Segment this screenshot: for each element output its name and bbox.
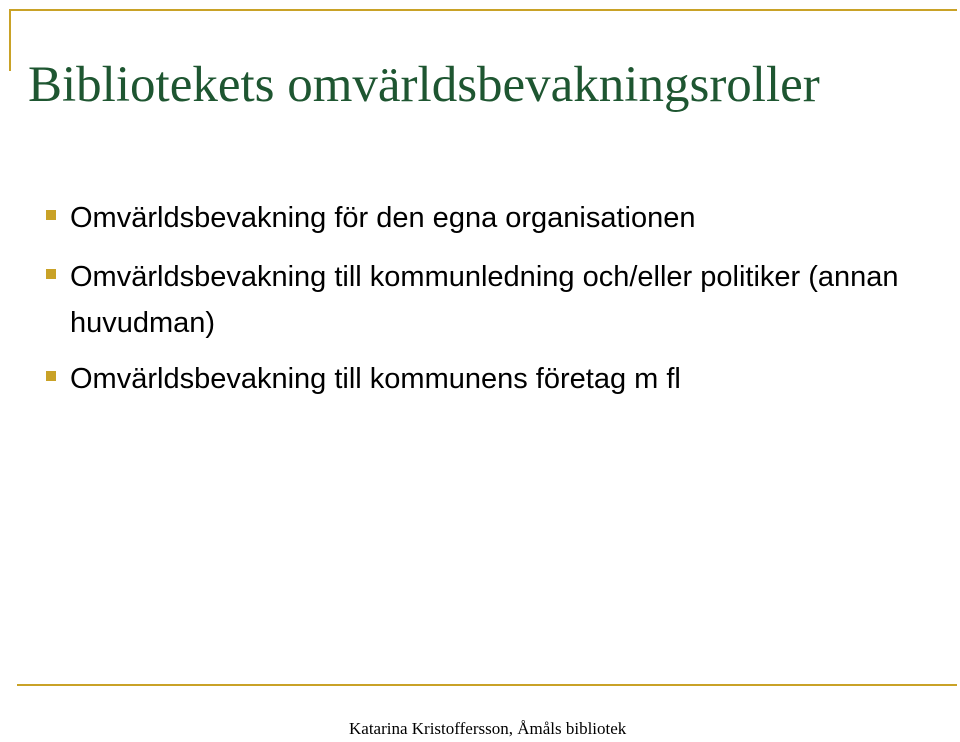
left-rule-divider (9, 9, 11, 71)
square-bullet-icon (46, 269, 56, 279)
square-bullet-icon (46, 371, 56, 381)
bullet-text: Omvärldsbevakning till kommunledning och/eller politiker (annan huvudman) (70, 261, 899, 339)
bullet-item (44, 254, 954, 346)
top-rule-divider (9, 9, 957, 11)
bullet-list (44, 195, 954, 402)
bullet-text: Omvärldsbevakning till kommunens företag m fl (70, 363, 681, 395)
bottom-rule-divider (17, 684, 957, 686)
slide-title: Bibliotekets omvärldsbevakningsroller (28, 57, 820, 113)
bullet-item (44, 356, 954, 402)
bullet-item (44, 195, 954, 241)
slide-footer: Katarina Kristoffersson, Åmåls bibliotek (349, 719, 627, 738)
square-bullet-icon (46, 210, 56, 220)
bullet-text: Omvärldsbevakning för den egna organisationen (70, 202, 696, 234)
